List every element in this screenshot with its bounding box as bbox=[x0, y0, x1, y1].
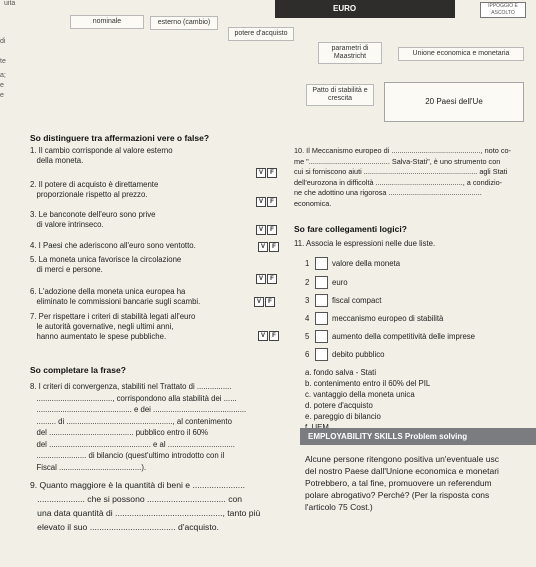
left-edge-text: e bbox=[0, 92, 4, 99]
employability-text: Alcune persone ritengono positiva un'eventuale usc bbox=[305, 454, 499, 464]
question-11-instruction: 11. Associa le espressioni nelle due liste. bbox=[294, 239, 436, 248]
vf-checkbox-1[interactable]: V F bbox=[256, 168, 278, 178]
tag-potere-acquisto: potere d'acquisto bbox=[228, 27, 294, 41]
vf-item-7: 7. Per rispettare i criteri di stabilità legati all'euro le autorità governative, negli ultimi anni, hanno aumentato le spese pubbliche. bbox=[30, 312, 196, 341]
vf-item-1: 1. Il cambio corrisponde al valore esterno della moneta. bbox=[30, 146, 173, 165]
section-title-completa: So completare la frase? bbox=[30, 365, 126, 375]
match-number: 2 bbox=[305, 278, 310, 287]
top-edge-text: uita bbox=[4, 0, 16, 7]
match-answer-box[interactable] bbox=[315, 257, 328, 270]
section-title-collegamenti: So fare collegamenti logici? bbox=[294, 224, 407, 234]
euro-header-bar: EURO bbox=[275, 0, 455, 18]
employability-text: l'articolo 75 Cost.) bbox=[305, 502, 373, 512]
employability-text: polare abrogativo? Perché? (Per la risposta cons bbox=[305, 490, 490, 500]
fill-in-sentences: 8. I criteri di convergenza, stabiliti nel Trattato di ................ ..................................., corrispondono alla stabilità dei ...... ............................................ e dei ........................................... ......... di ................................................., al contenimento del ....................................... pubblico entro il 60% del ............................................... e al ............................... ....................... di bilancio (quest'ultimo introdotto con il Fiscal ......................................). bbox=[30, 382, 247, 472]
match-number: 4 bbox=[305, 314, 310, 323]
tag-parametri-maastricht: parametri di Maastricht bbox=[318, 42, 382, 64]
vf-item-5: 5. La moneta unica favorisce la circolazione di merci e persone. bbox=[30, 255, 182, 274]
match-item-text: debito pubblico bbox=[332, 350, 385, 359]
employability-text: Potrebbero, a tal fine, promuovere un referendum bbox=[305, 478, 492, 488]
vf-checkbox-7[interactable]: V F bbox=[258, 331, 280, 341]
vf-checkbox-3[interactable]: V F bbox=[256, 225, 278, 235]
vf-item-3: 3. Le banconote dell'euro sono prive di valore intrinseco. bbox=[30, 210, 156, 229]
left-edge-text: te bbox=[0, 58, 6, 65]
match-options-list: a. fondo salva - Stati b. contenimento entro il 60% del PIL c. vantaggio della moneta unica d. potere d'acquisto e. pareggio di bilancio bbox=[305, 368, 431, 421]
match-answer-box[interactable] bbox=[315, 276, 328, 289]
tag-nominale: nominale bbox=[70, 15, 144, 29]
match-answer-box[interactable] bbox=[315, 330, 328, 343]
vf-item-4: 4. I Paesi che aderiscono all'euro sono ventotto. bbox=[30, 241, 196, 250]
match-number: 5 bbox=[305, 332, 310, 341]
match-number: 6 bbox=[305, 350, 310, 359]
vf-checkbox-6[interactable]: V F bbox=[254, 297, 276, 307]
vf-checkbox-5[interactable]: V F bbox=[256, 274, 278, 284]
fill-in-question-9: 9. Quanto maggiore è la quantità di beni e ...................... .................... che si possono ................................. con una data quantità di ............................................., tanto più elevato il suo .................................... d'acquisto. bbox=[30, 480, 261, 532]
match-answer-box[interactable] bbox=[315, 294, 328, 307]
vf-item-2: 2. Il potere di acquisto è direttamente proporzionale rispetto al prezzo. bbox=[30, 180, 159, 199]
question-10: 10. Il Meccanismo europeo di ............................................, noto co- me "........................................ Salva-Stati", è uno strumento con cui si forniscono aiuti ........................................................ agli Stati dell'eurozona in difficoltà ..........................................., a condizio- ne che adottino una rigorosa .............................................. economica. bbox=[294, 146, 511, 208]
match-number: 1 bbox=[305, 259, 310, 268]
match-item-text: euro bbox=[332, 278, 348, 287]
tag-esterno-cambio: esterno (cambio) bbox=[150, 16, 218, 30]
left-edge-text: a; bbox=[0, 72, 6, 79]
match-item-text: meccanismo europeo di stabilità bbox=[332, 314, 444, 323]
match-number: 3 bbox=[305, 296, 310, 305]
tag-patto-stabilita: Patto di stabilità e crescita bbox=[306, 84, 374, 106]
vf-checkbox-4[interactable]: V F bbox=[258, 242, 280, 252]
match-item-text: valore della moneta bbox=[332, 259, 401, 268]
employability-text: del nostro Paese dall'Unione economica e monetari bbox=[305, 466, 499, 476]
vf-item-6: 6. L'adozione della moneta unica europea ha eliminato le commissioni bancarie sugli scambi. bbox=[30, 287, 201, 306]
match-answer-box[interactable] bbox=[315, 348, 328, 361]
stamp-logo: IPPOGGIO E ASCOLTO bbox=[480, 2, 526, 18]
tag-20-paesi: 20 Paesi dell'Ue bbox=[384, 82, 524, 122]
tag-unione-economica: Unione economica e monetaria bbox=[398, 47, 524, 61]
vf-checkbox-2[interactable]: V F bbox=[256, 197, 278, 207]
employability-header: EMPLOYABILITY SKILLS Problem solving bbox=[300, 428, 536, 445]
left-edge-text: di bbox=[0, 38, 6, 45]
match-item-text: aumento della competitività delle imprese bbox=[332, 332, 476, 341]
match-answer-box[interactable] bbox=[315, 312, 328, 325]
match-item-text: fiscal compact bbox=[332, 296, 382, 305]
left-edge-text: e bbox=[0, 82, 4, 89]
section-title-vf: So distinguere tra affermazioni vere o false? bbox=[30, 133, 210, 143]
